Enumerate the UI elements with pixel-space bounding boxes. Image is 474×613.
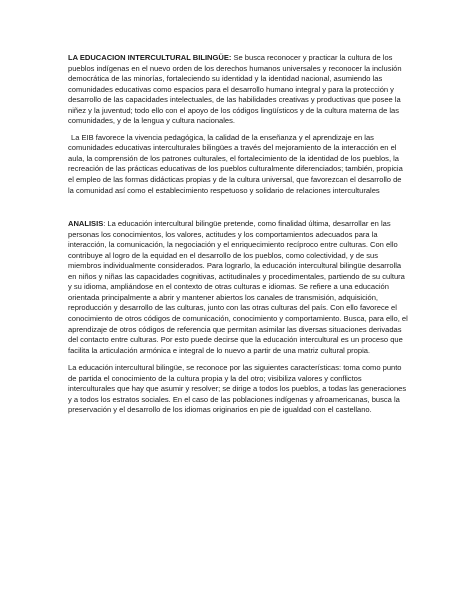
heading-eib: LA EDUCACION INTERCULTURAL BILINGÜE: bbox=[68, 53, 232, 62]
heading-analysis: ANALISIS bbox=[68, 219, 104, 229]
paragraph-text: La educación intercultural bilingüe, se reconoce por las siguientes características: toma como punto de partida el conocimiento de la cultura propia y la del otro; visibiliza valores y conflictos interculturales que hay que asumir y resolver; se dirige a todos los pueblos, a todas las generaciones y a todos los estratos sociales. En el caso de las poblaciones indígenas y afroamericanas, busca la preservación y el desarrollo de los idiomas originarios en pie de igualdad con el castellano. bbox=[68, 363, 407, 415]
document-body bbox=[68, 53, 408, 416]
paragraph-text: : La educación intercultural bilingüe pretende, como finalidad última, desarrollar en las personas los conocimientos, los valores, actitudes y los comportamientos adecuados para la interacción, la comunicación, la negociación y el enriquecimiento recíproco entre culturas. Con ello contribuye al logro de la equidad en el desarrollo de los pueblos, como colectividad, y de sus miembros individualmente considerados. Para lograrlo, la educación intercultural bilingüe desarrolla en niños y niñas las capacidades cognitivas, actitudinales y procedimentales, partiendo de su cultura y su idioma, ampliándose en el contexto de otras culturas e idiomas. Se refiere a una educación orientada principalmente a abrir y mantener abiertos los canales de transmisión, adquisición, reproducción y desarrollo de las culturas, junto con las otras culturas del país. Con ello favorece el conocimiento de otros códigos de comunicación, conocimiento y comportamiento. Busca, para ello, el aprendizaje de otros códigos de referencia que permitan asimilar las diversas situaciones derivadas del contacto entre culturas. Por esto puede decirse que la educación intercultural es un proceso que facilita la articulación armónica e integral de lo nuevo a partir de una matriz cultural propia. bbox=[68, 219, 408, 355]
paragraph-text: Se busca reconocer y practicar la cultura de los pueblos indígenas en el nuevo orden de los derechos humanos universales y reconocer la inclusión democrática de las minorías, fortaleciendo su identidad y la identidad nacional, asumiendo las comunidades educativas como espacios para el desarrollo humano integral y para la protección y desarrollo de las capacidades intelectuales, de las habilidades creativas y productivas que posee la niñez y la juventud; todo ello con el apoyo de los códigos lingüísticos y de la cultura materna de las comunidades, y de la lengua y cultura nacionales. bbox=[68, 53, 402, 126]
paragraph-text: La EIB favorece la vivencia pedagógica, la calidad de la enseñanza y el aprendizaje en las comunidades educativas interculturales bilingües a través del mejoramiento de la interacción en el aula, la comprensión de los patrones culturales, el fortalecimiento de la identidad de los pueblos, la recreación de las prácticas educativas de los pueblos culturalmente diferenciados; también, propicia el empleo de las formas didácticas propias y de la cultura universal, que favorezcan el desarrollo de la comunidad así como el establecimiento respetuoso y solidario de relaciones interculturales bbox=[68, 132, 403, 195]
paragraph-eib-definition bbox=[68, 53, 408, 127]
paragraph-characteristics bbox=[68, 363, 408, 416]
paragraph-eib-benefits bbox=[68, 133, 408, 196]
paragraph-analysis bbox=[68, 219, 408, 356]
